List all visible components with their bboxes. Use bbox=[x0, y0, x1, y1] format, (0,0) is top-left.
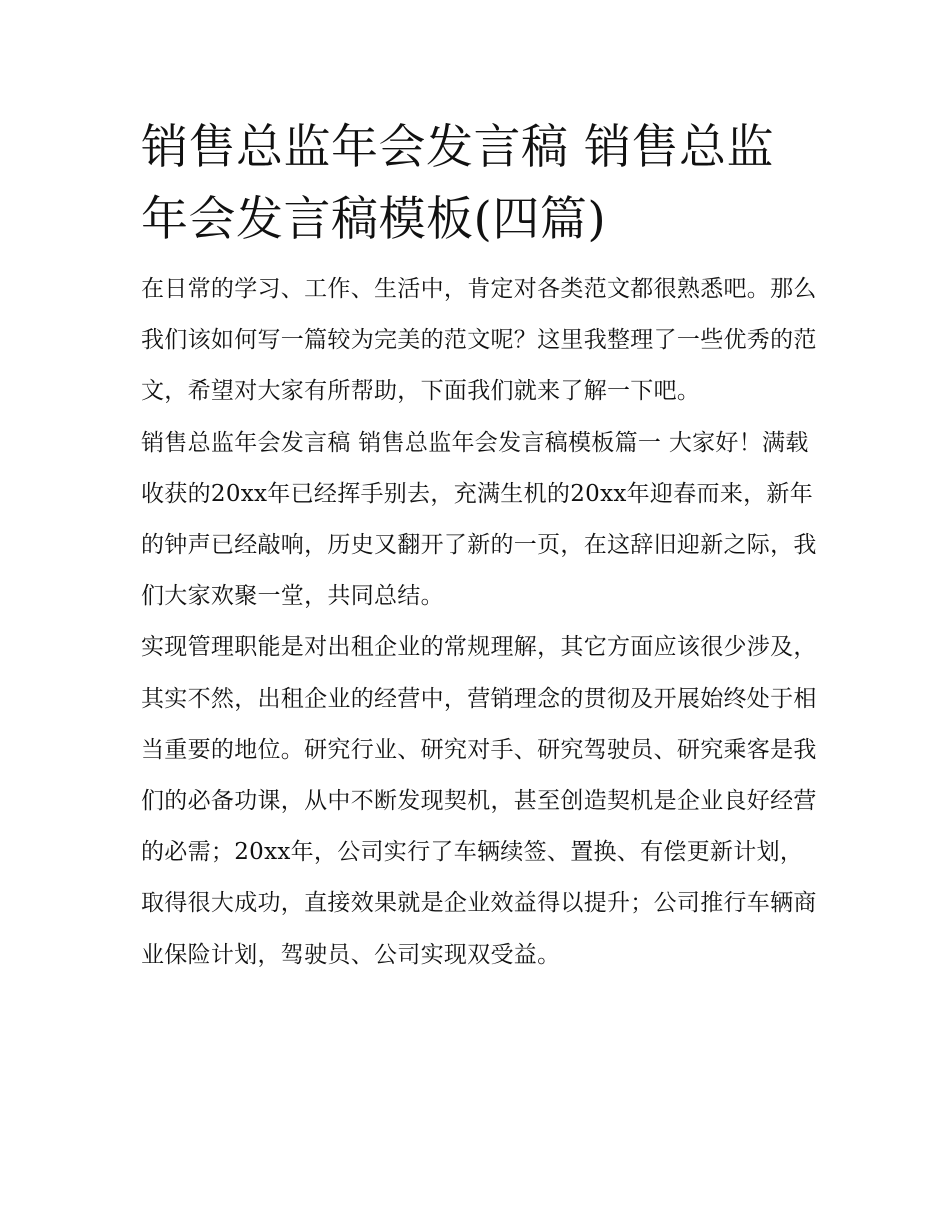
intro-paragraph: 在日常的学习、工作、生活中，肯定对各类范文都很熟悉吧。那么我们该如何写一篇较为完美的范文呢？这里我整理了一些优秀的范文，希望对大家有所帮助，下面我们就来了解一下吧。 bbox=[141, 276, 817, 405]
speech-opening-paragraph: 销售总监年会发言稿 销售总监年会发言稿模板篇一 大家好！满载收获的20xx年已经挥手别去，充满生机的20xx年迎春而来，新年的钟声已经敲响，历史又翻开了新的一页，在这辞旧迎新之际，我们大家欢聚一堂，共同总结。 bbox=[141, 429, 817, 610]
document-body bbox=[141, 112, 821, 981]
management-paragraph: 实现管理职能是对出租企业的常规理解，其它方面应该很少涉及，其实不然，出租企业的经营中，营销理念的贯彻及开展始终处于相当重要的地位。研究行业、研究对手、研究驾驶员、研究乘客是我们的必备功课，从中不断发现契机，甚至创造契机是企业良好经营的必需；20xx年，公司实行了车辆续签、置换、有偿更新计划，取得很大成功，直接效果就是企业效益得以提升；公司推行车辆商业保险计划，驾驶员、公司实现双受益。 bbox=[141, 634, 817, 968]
document-title: 销售总监年会发言稿 销售总监年会发言稿模板(四篇) bbox=[141, 120, 774, 247]
